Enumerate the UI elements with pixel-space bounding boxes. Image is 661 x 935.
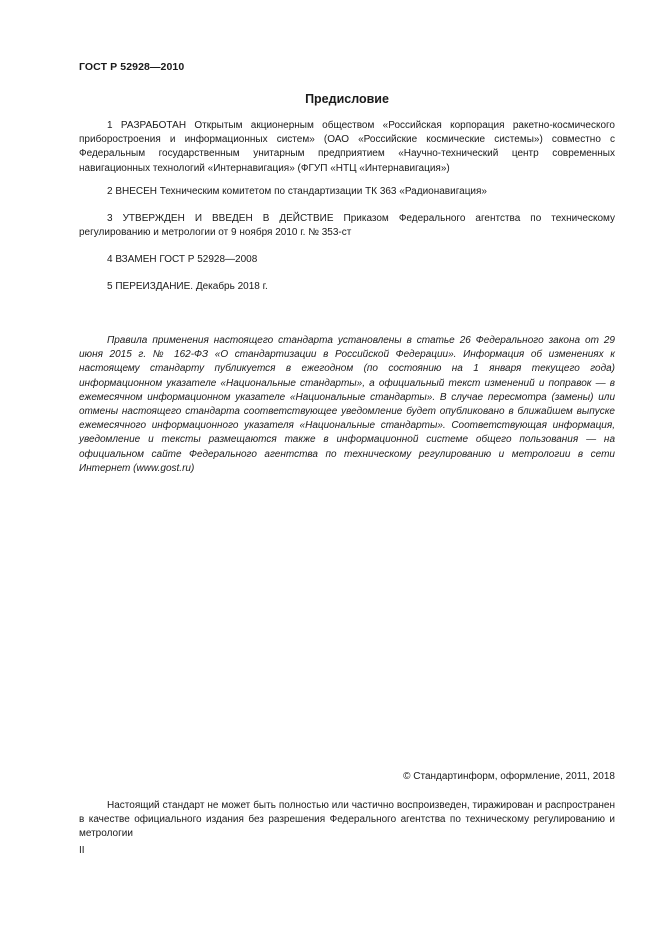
standard-code: ГОСТ Р 52928—2010 xyxy=(79,61,185,73)
foreword-item-5: 5 ПЕРЕИЗДАНИЕ. Декабрь 2018 г. xyxy=(107,281,268,292)
reproduction-notice: Настоящий стандарт не может быть полностью или частично воспроизведен, тиражирован и распространен в качестве официального издания без разрешения Федерального агентства по техническому регулированию и метрологии xyxy=(79,800,615,840)
foreword-item-3: 3 УТВЕРЖДЕН И ВВЕДЕН В ДЕЙСТВИЕ Приказом Федерального агентства по техническому регулированию и метрологии от 9 ноября 2010 г. № 353-ст xyxy=(79,213,615,239)
application-rules-notice: Правила применения настоящего стандарта установлены в статье 26 Федерального закона от 29 июня 2015 г. № 162-ФЗ «О стандартизации в Российской Федерации». Информация об изменениях к настоящему стандарту публикуется в ежегодном (по состоянию на 1 января текущего года) информационном указателе «Национальные стандарты», а официальный текст изменений и поправок — в ежемесячном информационном указателе «Национальные стандарты». В случае пересмотра (замены) или отмены настоящего стандарта соответствующее уведомление будет опубликовано в ближайшем выпуске ежемесячного информационного указателя «Национальные стандарты». Соответствующая информация, уведомление и тексты размещаются также в информационной системе общего пользования — на официальном сайте Федерального агентства по техническому регулированию и метрологии в сети Интернет (www.gost.ru) xyxy=(79,335,615,474)
foreword-item-1: 1 РАЗРАБОТАН Открытым акционерным обществом «Российская корпорация ракетно-космического приборостроения и информационных систем» (ОАО «Российские космические системы») совместно с Федеральным государственным унитарным предприятием «Научно-технический центр современных навигационных технологий «Интернавигация» (ФГУП «НТЦ «Интернавигация») xyxy=(79,120,615,174)
page-number: II xyxy=(79,845,85,856)
foreword-item-2: 2 ВНЕСЕН Техническим комитетом по стандартизации ТК 363 «Радионавигация» xyxy=(107,186,487,197)
foreword-item-4: 4 ВЗАМЕН ГОСТ Р 52928—2008 xyxy=(107,254,258,265)
copyright-line: © Стандартинформ, оформление, 2011, 2018 xyxy=(403,771,615,782)
section-title: Предисловие xyxy=(305,92,389,106)
